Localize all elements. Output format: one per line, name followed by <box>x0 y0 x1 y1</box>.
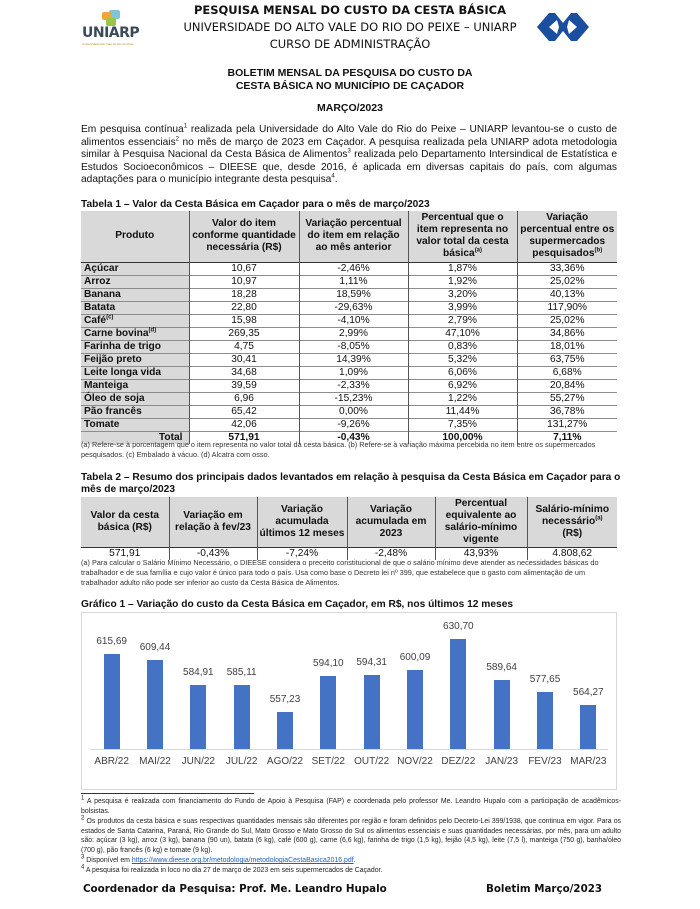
table1-cesta-basica <box>81 211 617 444</box>
chart-bar-group <box>566 613 610 791</box>
footer-coordinator: Coordenador da Pesquisa: Prof. Me. Leandro Hupalo <box>83 883 387 895</box>
intro-text: realizada pelo Departamento Intersindical de Estatística e Estudos Socioeconômicos – DIEESE que, desde 2016, é aplicada em diversas capitais do país, com algumas adaptações para o município integrante desta pesquisa <box>81 149 617 186</box>
chart-data-label: 594,10 <box>313 657 344 669</box>
chart-bar <box>277 712 293 749</box>
cell-var-super: 25,02% <box>517 275 617 288</box>
chart-data-label: 564,27 <box>573 687 604 699</box>
cell-valor: 269,35 <box>189 327 299 340</box>
chart-bar <box>580 705 596 749</box>
cell-produto: Óleo de soja <box>81 392 189 405</box>
footnote-ref: 1 <box>183 123 188 130</box>
footnote-ref: 4 <box>331 173 335 180</box>
cell-variacao: -9,26% <box>299 418 408 431</box>
cell-produto: Batata <box>81 301 189 314</box>
cell-percentual: 7,35% <box>408 418 517 431</box>
header-line-3: CURSO DE ADMINISTRAÇÃO <box>269 37 431 51</box>
table-row <box>81 340 617 353</box>
cell-variacao: -15,23% <box>299 392 408 405</box>
cell-valor: 30,41 <box>189 353 299 366</box>
chart-x-tick-label: JUN/22 <box>181 756 215 767</box>
chart-data-label: 584,91 <box>183 666 214 678</box>
cell-var-super: 6,68% <box>517 366 617 379</box>
cell-valor: 6,96 <box>189 392 299 405</box>
cell-valor: 10,67 <box>189 262 299 275</box>
cell-variacao: 1,09% <box>299 366 408 379</box>
table2-variacao-2023: -2,48% <box>347 547 435 560</box>
table-row <box>81 418 617 431</box>
cell-produto: Carne bovina$^{(d)}$ <box>81 327 189 340</box>
cell-variacao: 14,39% <box>299 353 408 366</box>
cell-produto: Açúcar <box>81 262 189 275</box>
footer-bulletin: Boletim Março/2023 <box>486 883 603 895</box>
table1-note: (a) Refere-se à porcentagem que o item representa no valor total da cesta básica. (b) Refere-se à variação máxima percebida no item entre os supermercados pesquisados. (c) Embalado à vácuo. (d) Alcatra com osso. <box>81 440 596 459</box>
table1-header-valor: Valor do item conforme quantidade necessária (R$) <box>189 211 299 262</box>
chart-data-label: 615,69 <box>96 636 127 648</box>
chart-x-tick-label: MAI/22 <box>139 756 171 767</box>
total-var-super: 7,11% <box>517 431 617 444</box>
total-percentual: 100,00% <box>408 431 517 444</box>
table2-percentual-salario: 43,93% <box>435 547 527 560</box>
logo-tagline: Universidade Alto Vale do Rio do Peixe <box>82 42 134 46</box>
chart-bar <box>320 676 336 749</box>
cell-valor: 22,80 <box>189 301 299 314</box>
table-row <box>81 314 617 327</box>
chart-bar <box>494 680 510 749</box>
table1-header-variacao: Variação percentual do item em relação ao mês anterior <box>299 211 408 262</box>
table2-salario-necessario: 4.808,62 <box>527 547 617 560</box>
footnote-2: $^2$ Os produtos da cesta básica e suas respectivas quantidades mensais são diferentes por região e foram definidos pelo Decreto-Lei 399/1938, que continua em vigor. Para os estados de Santa Catarina, Paraná, Rio Grande do Sul, Mato Grosso e Mato Grosso do Sul os alimentos essenciais e suas quantidades necessárias, por mês, para um adulto são: açúcar (3 kg), arroz (3 kg), banana (90 un), batata (6 kg), café (600 g), carne (6,6 kg), farinha de trigo (1,5 kg), feijão (4,5 kg), leite (7,5 l), manteiga (750 g), banha/óleo (700 g), pão francês (6 kg) e tomate (9 kg). <box>81 815 621 854</box>
total-valor: 571,91 <box>189 431 299 444</box>
cell-valor: 65,42 <box>189 405 299 418</box>
cell-percentual: 6,06% <box>408 366 517 379</box>
table2-header-row <box>81 497 617 547</box>
cell-percentual: 1,87% <box>408 262 517 275</box>
cell-produto: Banana <box>81 288 189 301</box>
table2-valor: 571,91 <box>109 547 141 559</box>
total-label: Total <box>81 431 189 444</box>
table2-note: (a) Para calcular o Salário Mínimo Necessário, o DIEESE considera o preceito constitucional de que o salário mínimo deve atender as necessidades básicas do trabalhador e de sua família e cujo valor é único para todo o país. Usa como base o Decreto lei nº 399, que estabelece que o gasto com alimentação de um trabalhador adulto não pode ser inferior ao custo da Cesta Básica de Alimentos. <box>81 558 599 587</box>
cell-var-super: 25,02% <box>517 314 617 327</box>
footnote-ref: 3 <box>347 148 351 155</box>
cell-produto: Pão francês <box>81 405 189 418</box>
table1-caption: Tabela 1 – Valor da Cesta Básica em Caçador para o mês de março/2023 <box>81 199 430 210</box>
chart-x-tick-label: ABR/22 <box>94 756 129 767</box>
table1-header-percentual: Percentual que o item representa no valor total da cesta básica$^{(a)}$ <box>408 211 517 262</box>
chart-x-tick-label: OUT/22 <box>354 756 390 767</box>
chart-data-label: 585,11 <box>226 666 257 678</box>
cell-variacao: -2,33% <box>299 379 408 392</box>
cell-var-super: 131,27% <box>517 418 617 431</box>
chart-x-tick-label: AGO/22 <box>266 756 304 767</box>
cell-valor: 34,68 <box>189 366 299 379</box>
chart-x-tick-label: JAN/23 <box>485 756 519 767</box>
table-row <box>81 301 617 314</box>
table1-header-variacao-supermercados: Variação percentual entre os supermercados pesquisados$^{(b)}$ <box>517 211 617 262</box>
table-row <box>81 366 617 379</box>
chart-x-tick-label: NOV/22 <box>397 756 433 767</box>
logo-wordmark: UNIARP <box>82 25 140 41</box>
table1-header-produto: Produto <box>81 211 189 262</box>
table2-variacao-fev: -0,43% <box>169 547 257 560</box>
table2-caption: Tabela 2 – Resumo dos principais dados levantados em relação à pesquisa da Cesta Básica em Caçador para o mês de março/2023 <box>81 472 621 495</box>
cell-percentual: 47,10% <box>408 327 517 340</box>
table2-header-valor: Valor da cesta básica (R$) <box>81 497 169 547</box>
table-row <box>81 275 617 288</box>
table-row <box>81 392 617 405</box>
dieese-methodology-link[interactable]: https://www.dieese.org.br/metodologia/metodologiaCestaBasica2016.pdf <box>131 857 354 864</box>
cell-valor: 39,59 <box>189 379 299 392</box>
table2-resumo <box>81 497 617 560</box>
chart-x-tick-label: MAR/23 <box>570 756 607 767</box>
intro-text: Em pesquisa contínua <box>81 124 184 135</box>
bulletin-title-line-1: BOLETIM MENSAL DA PESQUISA DO CUSTO DA <box>227 67 473 79</box>
cell-valor: 10,97 <box>189 275 299 288</box>
footnote-separator <box>81 793 254 794</box>
cell-variacao: 0,00% <box>299 405 408 418</box>
intro-text: . <box>334 174 338 186</box>
chart-x-tick-label: DEZ/22 <box>441 756 476 767</box>
cell-valor: 18,28 <box>189 288 299 301</box>
cell-variacao: 1,11% <box>299 275 408 288</box>
footnote-4: $^4$ A pesquisa foi realizada in loco no dia 27 de março de 2023 em seis supermercados de Caçador. <box>81 864 383 874</box>
cell-produto: Café$^{(c)}$ <box>81 314 189 327</box>
cell-produto: Tomate <box>81 418 189 431</box>
chart-data-label: 630,70 <box>443 621 474 633</box>
chart-bar <box>364 675 380 749</box>
cell-percentual: 3,99% <box>408 301 517 314</box>
intro-paragraph <box>81 124 617 187</box>
cell-percentual: 11,44% <box>408 405 517 418</box>
chart-data-label: 589,64 <box>486 662 517 674</box>
cell-var-super: 55,27% <box>517 392 617 405</box>
table2-header-variacao-12m: Variação acumulada últimos 12 meses <box>257 497 347 547</box>
intro-text: realizada pela Universidade do Alto Vale do Rio do Peixe – UNIARP levantou-se o custo de alimentos essenciais <box>81 124 617 148</box>
cell-produto: Leite longa vida <box>81 366 189 379</box>
chart-data-label: 594,31 <box>356 657 387 669</box>
cell-var-super: 63,75% <box>517 353 617 366</box>
diamond-emblem-icon <box>535 11 591 43</box>
bulletin-title-line-2: CESTA BÁSICA NO MUNICÍPIO DE CAÇADOR <box>235 80 465 92</box>
footnote-ref: 2 <box>175 136 180 143</box>
cell-percentual: 5,32% <box>408 353 517 366</box>
cell-produto: Manteiga <box>81 379 189 392</box>
table-row <box>81 379 617 392</box>
table-row <box>81 288 617 301</box>
chart-data-label: 577,65 <box>529 673 561 685</box>
cell-variacao: 2,99% <box>299 327 408 340</box>
table-row <box>81 262 617 275</box>
cell-variacao: -4,10% <box>299 314 408 327</box>
cell-variacao: 18,59% <box>299 288 408 301</box>
chart-x-tick-label: SET/22 <box>311 756 345 767</box>
chart-data-label: 609,44 <box>139 642 171 654</box>
table2-header-percentual-salario: Percentual equivalente ao salário-mínimo vigente <box>435 497 527 547</box>
header-line-1: PESQUISA MENSAL DO CUSTO DA CESTA BÁSICA <box>193 3 507 17</box>
cell-percentual: 2,79% <box>408 314 517 327</box>
cell-valor: 4,75 <box>189 340 299 353</box>
cell-var-super: 20,84% <box>517 379 617 392</box>
table1-header-row <box>81 211 617 262</box>
chart-bar <box>104 654 120 749</box>
cell-var-super: 40,13% <box>517 288 617 301</box>
cell-var-super: 18,01% <box>517 340 617 353</box>
bulletin-title <box>150 67 550 93</box>
footnote-3: $^3$ Disponível em https://www.dieese.org.br/metodologia/metodologiaCestaBasica2016.pdf. <box>81 854 356 864</box>
footnote-1: $^1$ A pesquisa é realizada com financiamento do Fundo de Apoio à Pesquisa (FAP) e coordenada pelo professor Me. Leandro Hupalo com a participação de acadêmicos-bolsistas. <box>81 795 621 815</box>
cell-produto: Farinha de trigo <box>81 340 189 353</box>
cell-percentual: 0,83% <box>408 340 517 353</box>
table2-header-variacao-fev: Variação em relação à fev/23 <box>169 497 257 547</box>
chart-bar <box>147 660 163 749</box>
cell-percentual: 3,20% <box>408 288 517 301</box>
chart-title: Gráfico 1 – Variação do custo da Cesta Básica em Caçador, em R$, nos últimos 12 meses <box>81 599 514 610</box>
header-line-2: UNIVERSIDADE DO ALTO VALE DO RIO DO PEIXE – UNIARP <box>183 20 517 34</box>
page-header <box>0 0 700 56</box>
chart-bar <box>450 639 466 749</box>
cell-var-super: 36,78% <box>517 405 617 418</box>
chart-x-tick-label: FEV/23 <box>528 756 562 767</box>
chart-data-label: 600,09 <box>399 651 431 663</box>
cell-var-super: 117,90% <box>517 301 617 314</box>
table-row <box>81 405 617 418</box>
table-row <box>81 327 617 340</box>
cell-produto: Arroz <box>81 275 189 288</box>
table2-variacao-12m: -7,24% <box>257 547 347 560</box>
chart-data-label: 557,23 <box>269 694 301 706</box>
cell-percentual: 6,92% <box>408 379 517 392</box>
cell-variacao: -8,05% <box>299 340 408 353</box>
bulletin-month: MARÇO/2023 <box>317 102 383 114</box>
chart-bar <box>537 692 553 749</box>
table2-header-salario-necessario: Salário-mínimo necessário$^{(a)}$ (R$) <box>527 497 617 547</box>
bar-chart <box>81 612 617 790</box>
chart-x-tick-label: JUL/22 <box>225 756 258 767</box>
cell-valor: 42,06 <box>189 418 299 431</box>
table-row <box>81 353 617 366</box>
table2-header-variacao-2023: Variação acumulada em 2023 <box>347 497 435 547</box>
uniarp-logo <box>80 12 140 46</box>
intro-text: no mês de março de 2023 em Caçador. A pesquisa realizada pela UNIARP adota metodologia similar à Pesquisa Nacional da Cesta Básica de Alimentos <box>81 136 617 161</box>
chart-bar <box>190 685 206 749</box>
cell-valor: 15,98 <box>189 314 299 327</box>
chart-bar <box>234 685 250 749</box>
cell-var-super: 33,36% <box>517 262 617 275</box>
total-variacao: -0,43% <box>299 431 408 444</box>
cell-produto: Feijão preto <box>81 353 189 366</box>
cell-percentual: 1,92% <box>408 275 517 288</box>
cell-var-super: 34,86% <box>517 327 617 340</box>
cell-percentual: 1,22% <box>408 392 517 405</box>
cell-variacao: -2,46% <box>299 262 408 275</box>
cell-variacao: -29,63% <box>299 301 408 314</box>
chart-bar <box>407 670 423 749</box>
